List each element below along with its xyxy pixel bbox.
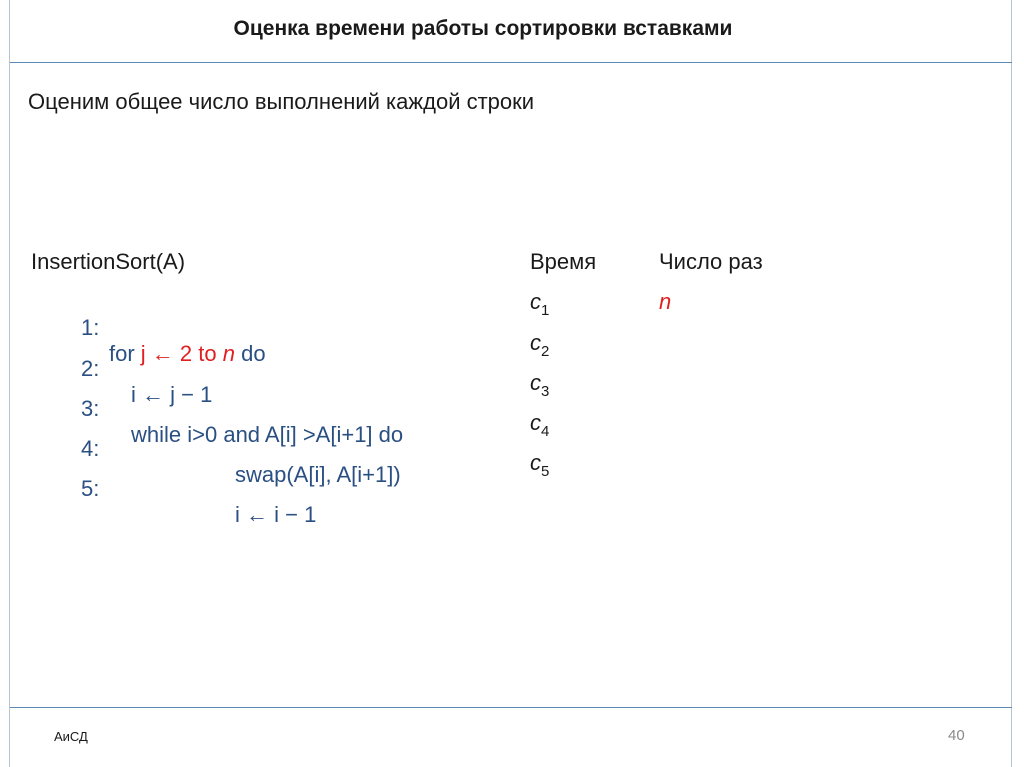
cost-c2 — [530, 330, 549, 360]
cost-c3 — [530, 370, 549, 400]
footer-divider — [10, 707, 1012, 708]
cost-subscript: 1 — [541, 302, 550, 319]
line-statement: i ← i − 1 — [235, 502, 317, 527]
cost-c4 — [530, 410, 549, 440]
cost-subscript: 2 — [541, 343, 550, 360]
cost-subscript: 4 — [541, 423, 550, 440]
line-statement — [109, 341, 266, 367]
statement-part: do — [234, 341, 266, 366]
statement-part: j ← 2 to — [140, 341, 223, 366]
code-header: InsertionSort(A) — [31, 249, 186, 274]
cost-c1 — [530, 289, 549, 319]
line-statement: while i>0 and A[i] >A[i+1] do — [131, 422, 404, 447]
title-divider — [10, 62, 1012, 63]
line-statement: swap(A[i], A[i+1]) — [235, 462, 401, 487]
cost-subscript: 5 — [541, 463, 550, 480]
page-number: 40 — [948, 727, 965, 744]
line-number: 3: — [81, 396, 100, 421]
statement-part: n — [222, 341, 235, 366]
line-number: 2: — [81, 356, 100, 381]
slide-subtitle: Оценим общее число выполнений каждой строки — [28, 89, 535, 114]
time-column-header: Время — [530, 249, 597, 274]
line-number: 5: — [81, 476, 100, 501]
footer-course-label: АиСД — [54, 729, 88, 744]
cost-base: c — [530, 410, 541, 435]
cost-base: c — [530, 450, 541, 475]
cost-c5 — [530, 450, 549, 480]
statement-part: for — [109, 341, 141, 366]
count-line-1: n — [659, 289, 672, 314]
count-column-header: Число раз — [659, 249, 763, 274]
line-number: 4: — [81, 436, 100, 461]
cost-base: c — [530, 330, 541, 355]
cost-base: c — [530, 289, 541, 314]
cost-subscript: 3 — [541, 383, 550, 400]
slide-title: Оценка времени работы сортировки вставками — [233, 17, 733, 40]
code-line-5 — [0, 450, 317, 528]
line-number: 1: — [81, 315, 100, 340]
line-statement: i ← j − 1 — [131, 382, 213, 407]
cost-base: c — [530, 370, 541, 395]
